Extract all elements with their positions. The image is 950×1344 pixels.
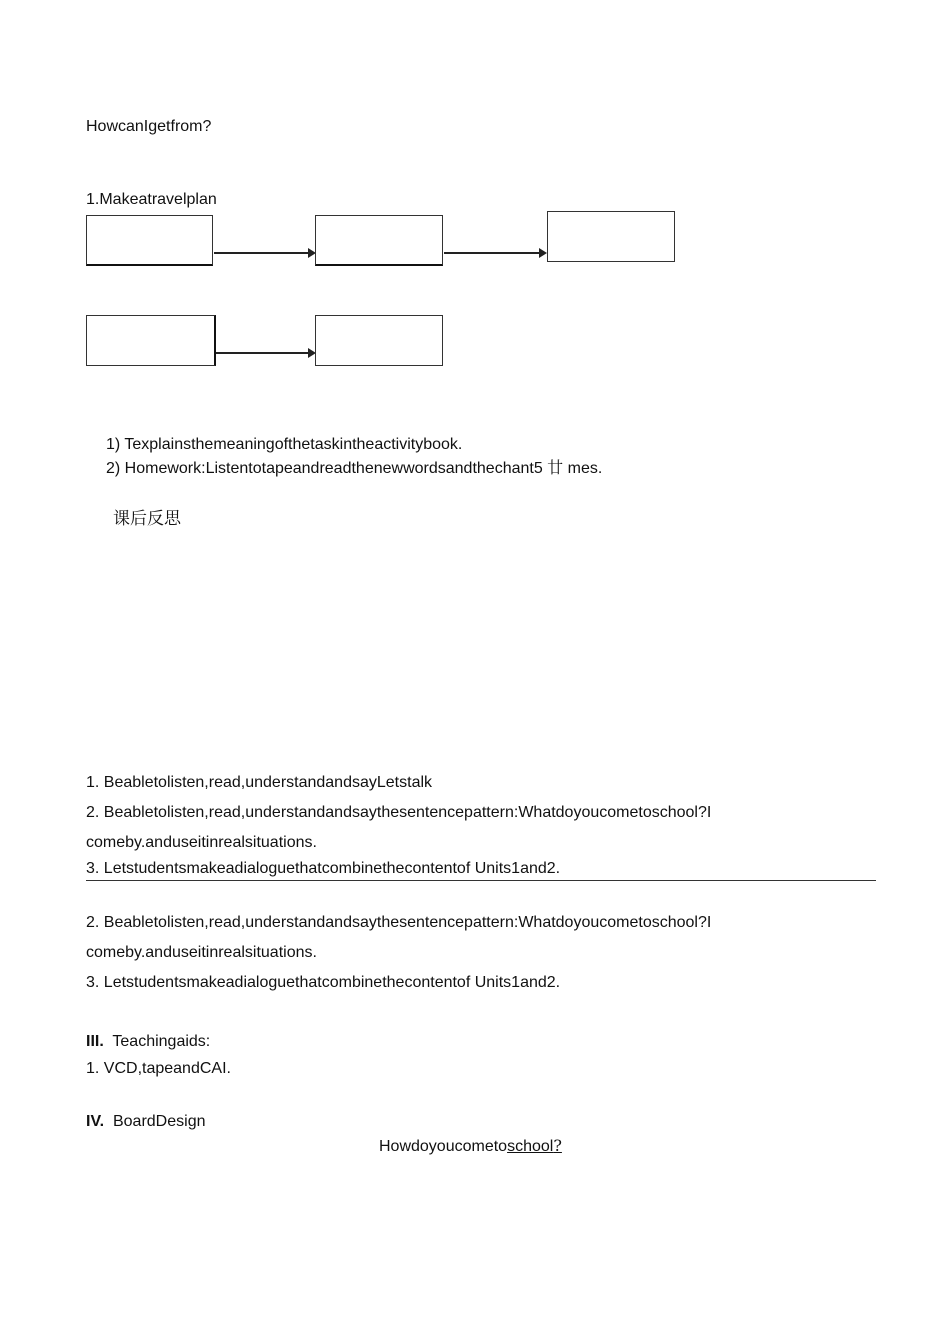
plan-box-5: [315, 315, 443, 366]
plan-box-1: [86, 215, 213, 266]
objective-b-2-cont: comeby.anduseitinrealsituations.: [86, 944, 317, 961]
plan-arrow-2: [444, 252, 545, 254]
step-1: 1) Texplainsthemeaningofthetaskintheactivitybook.: [106, 436, 463, 453]
objective-a-2-cont: comeby.anduseitinrealsituations.: [86, 834, 317, 851]
reflection-heading: 课后反思: [113, 509, 181, 529]
objective-a-2: 2. Beabletolisten,read,understandandsaythesentencepattern:Whatdoyoucometoschool?I: [86, 804, 712, 821]
board-design-line-underlined: school: [507, 1138, 554, 1155]
teaching-aids-heading: [86, 1032, 210, 1052]
objective-a-1: 1. Beabletolisten,read,understandandsayLetstalk: [86, 774, 433, 791]
board-design-heading: [86, 1112, 205, 1132]
teaching-aids-label: Teachingaids:: [112, 1033, 211, 1050]
board-design-label: BoardDesign: [112, 1113, 206, 1130]
board-design-line: [379, 1136, 562, 1157]
board-design-line-end: ?: [553, 1136, 562, 1155]
teaching-aids-numeral: III.: [86, 1033, 104, 1050]
objective-b-3: 3. Letstudentsmakeadialoguethatcombinethecontentof Units1and2.: [86, 974, 561, 991]
board-design-line-text: Howdoyoucometo: [379, 1138, 508, 1155]
plan-arrow-1: [214, 252, 314, 254]
teaching-aids-item: 1. VCD,tapeandCAI.: [86, 1060, 231, 1077]
step-2: 2) Homework:Listentotapeandreadthenewwordsandthechant5 廿 mes.: [106, 460, 603, 477]
plan-heading: 1.Makeatravelplan: [86, 191, 217, 208]
board-design-numeral: IV.: [86, 1113, 105, 1130]
plan-box-4: [86, 315, 216, 366]
plan-box-2: [315, 215, 443, 266]
title-question: HowcanIgetfrom?: [86, 118, 212, 135]
section-divider: [86, 880, 876, 881]
objective-b-2: 2. Beabletolisten,read,understandandsaythesentencepattern:Whatdoyoucometoschool?I: [86, 914, 712, 931]
plan-box-3: [547, 211, 675, 262]
plan-arrow-3: [216, 352, 314, 354]
objective-a-3: 3. Letstudentsmakeadialoguethatcombinethecontentof Units1and2.: [86, 860, 561, 877]
